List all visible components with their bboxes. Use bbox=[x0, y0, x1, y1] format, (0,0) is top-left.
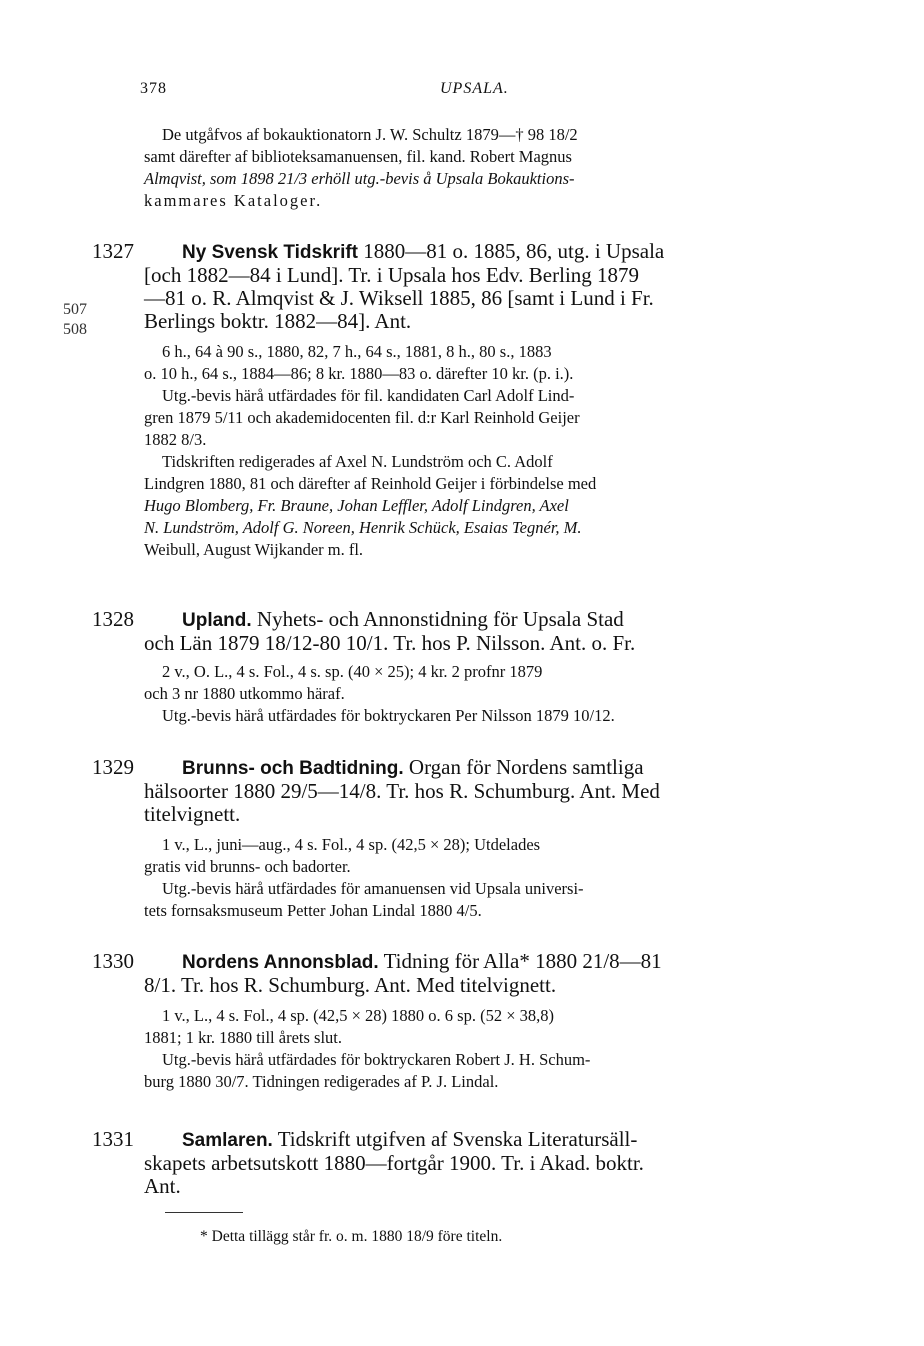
entry-detail-line: Utg.-bevis härå utfärdades för boktryckaren Per Nilsson 1879 10/12. bbox=[162, 706, 615, 725]
entry-detail-line: tets fornsaksmuseum Petter Johan Lindal 1880 4/5. bbox=[144, 901, 482, 920]
entry-number: 1328 bbox=[92, 607, 134, 631]
entry-detail-line: Utg.-bevis härå utfärdades för amanuensen vid Upsala universi- bbox=[162, 879, 584, 898]
entry-detail-line: 1 v., L., 4 s. Fol., 4 sp. (42,5 × 28) 1880 o. 6 sp. (52 × 38,8) bbox=[162, 1006, 554, 1025]
entry-detail-line: Weibull, August Wijkander m. fl. bbox=[144, 540, 364, 559]
margin-annotation bbox=[63, 300, 87, 340]
page-number: 378 bbox=[140, 80, 167, 97]
running-title: UPSALA. bbox=[440, 80, 509, 97]
entry-number: 1329 bbox=[92, 755, 134, 779]
entry-detail-line: N. Lundström, Adolf G. Noreen, Henrik Schück, Esaias Tegnér, M. bbox=[144, 518, 582, 537]
entry-detail-line: burg 1880 30/7. Tidningen redigerades af P. J. Lindal. bbox=[144, 1072, 499, 1091]
entry-main-line: titelvignett. bbox=[144, 802, 241, 826]
entry-title: Upland. bbox=[182, 610, 252, 631]
entry-title: Brunns- och Badtidning. bbox=[182, 758, 404, 779]
intro-line: samt därefter af biblioteksamanuensen, fil. kand. Robert Magnus bbox=[144, 147, 572, 166]
entry-1328 bbox=[92, 608, 812, 727]
intro-line: kammares Kataloger. bbox=[144, 191, 323, 210]
entry-detail-line: Utg.-bevis härå utfärdades för boktryckaren Robert J. H. Schum- bbox=[162, 1050, 591, 1069]
entry-main-line: Tidskrift utgifven af Svenska Literatursäll- bbox=[277, 1127, 638, 1151]
entry-title: Nordens Annonsblad. bbox=[182, 952, 379, 973]
entry-main-line: Berlings boktr. 1882—84]. Ant. bbox=[144, 309, 412, 333]
entry-detail-line: Tidskriften redigerades af Axel N. Lundström och C. Adolf bbox=[162, 452, 553, 471]
entry-detail-line: 2 v., O. L., 4 s. Fol., 4 s. sp. (40 × 25); 4 kr. 2 profnr 1879 bbox=[162, 662, 543, 681]
entry-detail-line: och 3 nr 1880 utkommo häraf. bbox=[144, 684, 345, 703]
entry-number: 1330 bbox=[92, 949, 134, 973]
entry-main-line: 8/1. Tr. hos R. Schumburg. Ant. Med titelvignett. bbox=[144, 973, 557, 997]
entry-detail-line: gren 1879 5/11 och akademidocenten fil. d:r Karl Reinhold Geijer bbox=[144, 408, 580, 427]
entry-title: Ny Svensk Tidskrift bbox=[182, 242, 359, 263]
entry-detail-line: o. 10 h., 64 s., 1884—86; 8 kr. 1880—83 o. därefter 10 kr. (p. i.). bbox=[144, 364, 574, 383]
entry-detail-line: gratis vid brunns- och badorter. bbox=[144, 857, 351, 876]
entry-1327 bbox=[92, 240, 812, 561]
entry-number: 1327 bbox=[92, 239, 134, 263]
entry-main-line: och Län 1879 18/12-80 10/1. Tr. hos P. Nilsson. Ant. o. Fr. bbox=[144, 631, 636, 655]
intro-paragraph bbox=[144, 124, 809, 212]
intro-line: Almqvist, som 1898 21/3 erhöll utg.-bevis å Upsala Bokauktions- bbox=[144, 169, 575, 188]
entry-main-line: Tidning för Alla* 1880 21/8—81 bbox=[383, 949, 662, 973]
margin-note-line: 508 bbox=[63, 321, 87, 338]
entry-main-line: Organ för Nordens samtliga bbox=[408, 755, 644, 779]
margin-note-line: 507 bbox=[63, 301, 87, 318]
entry-main-line: hälsoorter 1880 29/5—14/8. Tr. hos R. Schumburg. Ant. Med bbox=[144, 779, 660, 803]
entry-main-line: Ant. bbox=[144, 1174, 181, 1198]
entry-1331 bbox=[92, 1128, 812, 1198]
intro-line: De utgåfvos af bokauktionatorn J. W. Schultz 1879—† 98 18/2 bbox=[162, 125, 578, 144]
entry-1330 bbox=[92, 950, 812, 1093]
entry-detail-line: 1881; 1 kr. 1880 till årets slut. bbox=[144, 1028, 342, 1047]
entry-1329 bbox=[92, 756, 812, 922]
entry-main-line: [och 1882—84 i Lund]. Tr. i Upsala hos Edv. Berling 1879 bbox=[144, 263, 640, 287]
entry-main-line: skapets arbetsutskott 1880—fortgår 1900. Tr. i Akad. boktr. bbox=[144, 1151, 644, 1175]
footnote: * Detta tillägg står fr. o. m. 1880 18/9 före titeln. bbox=[200, 1228, 503, 1245]
entry-detail-line: Utg.-bevis härå utfärdades för fil. kandidaten Carl Adolf Lind- bbox=[162, 386, 575, 405]
entry-main-line: —81 o. R. Almqvist & J. Wiksell 1885, 86 [samt i Lund i Fr. bbox=[144, 286, 654, 310]
entry-main-line: 1880—81 o. 1885, 86, utg. i Upsala bbox=[363, 239, 665, 263]
entry-detail-line: Lindgren 1880, 81 och därefter af Reinhold Geijer i förbindelse med bbox=[144, 474, 597, 493]
entry-detail-line: 6 h., 64 à 90 s., 1880, 82, 7 h., 64 s., 1881, 8 h., 80 s., 1883 bbox=[162, 342, 552, 361]
entry-detail-line: Hugo Blomberg, Fr. Braune, Johan Leffler, Adolf Lindgren, Axel bbox=[144, 496, 569, 515]
entry-detail-line: 1882 8/3. bbox=[144, 430, 207, 449]
entry-main-line: Nyhets- och Annonstidning för Upsala Stad bbox=[256, 607, 624, 631]
footnote-rule bbox=[165, 1212, 243, 1213]
entry-detail-line: 1 v., L., juni—aug., 4 s. Fol., 4 sp. (42,5 × 28); Utdelades bbox=[162, 835, 541, 854]
entry-number: 1331 bbox=[92, 1127, 134, 1151]
entry-title: Samlaren. bbox=[182, 1130, 273, 1151]
